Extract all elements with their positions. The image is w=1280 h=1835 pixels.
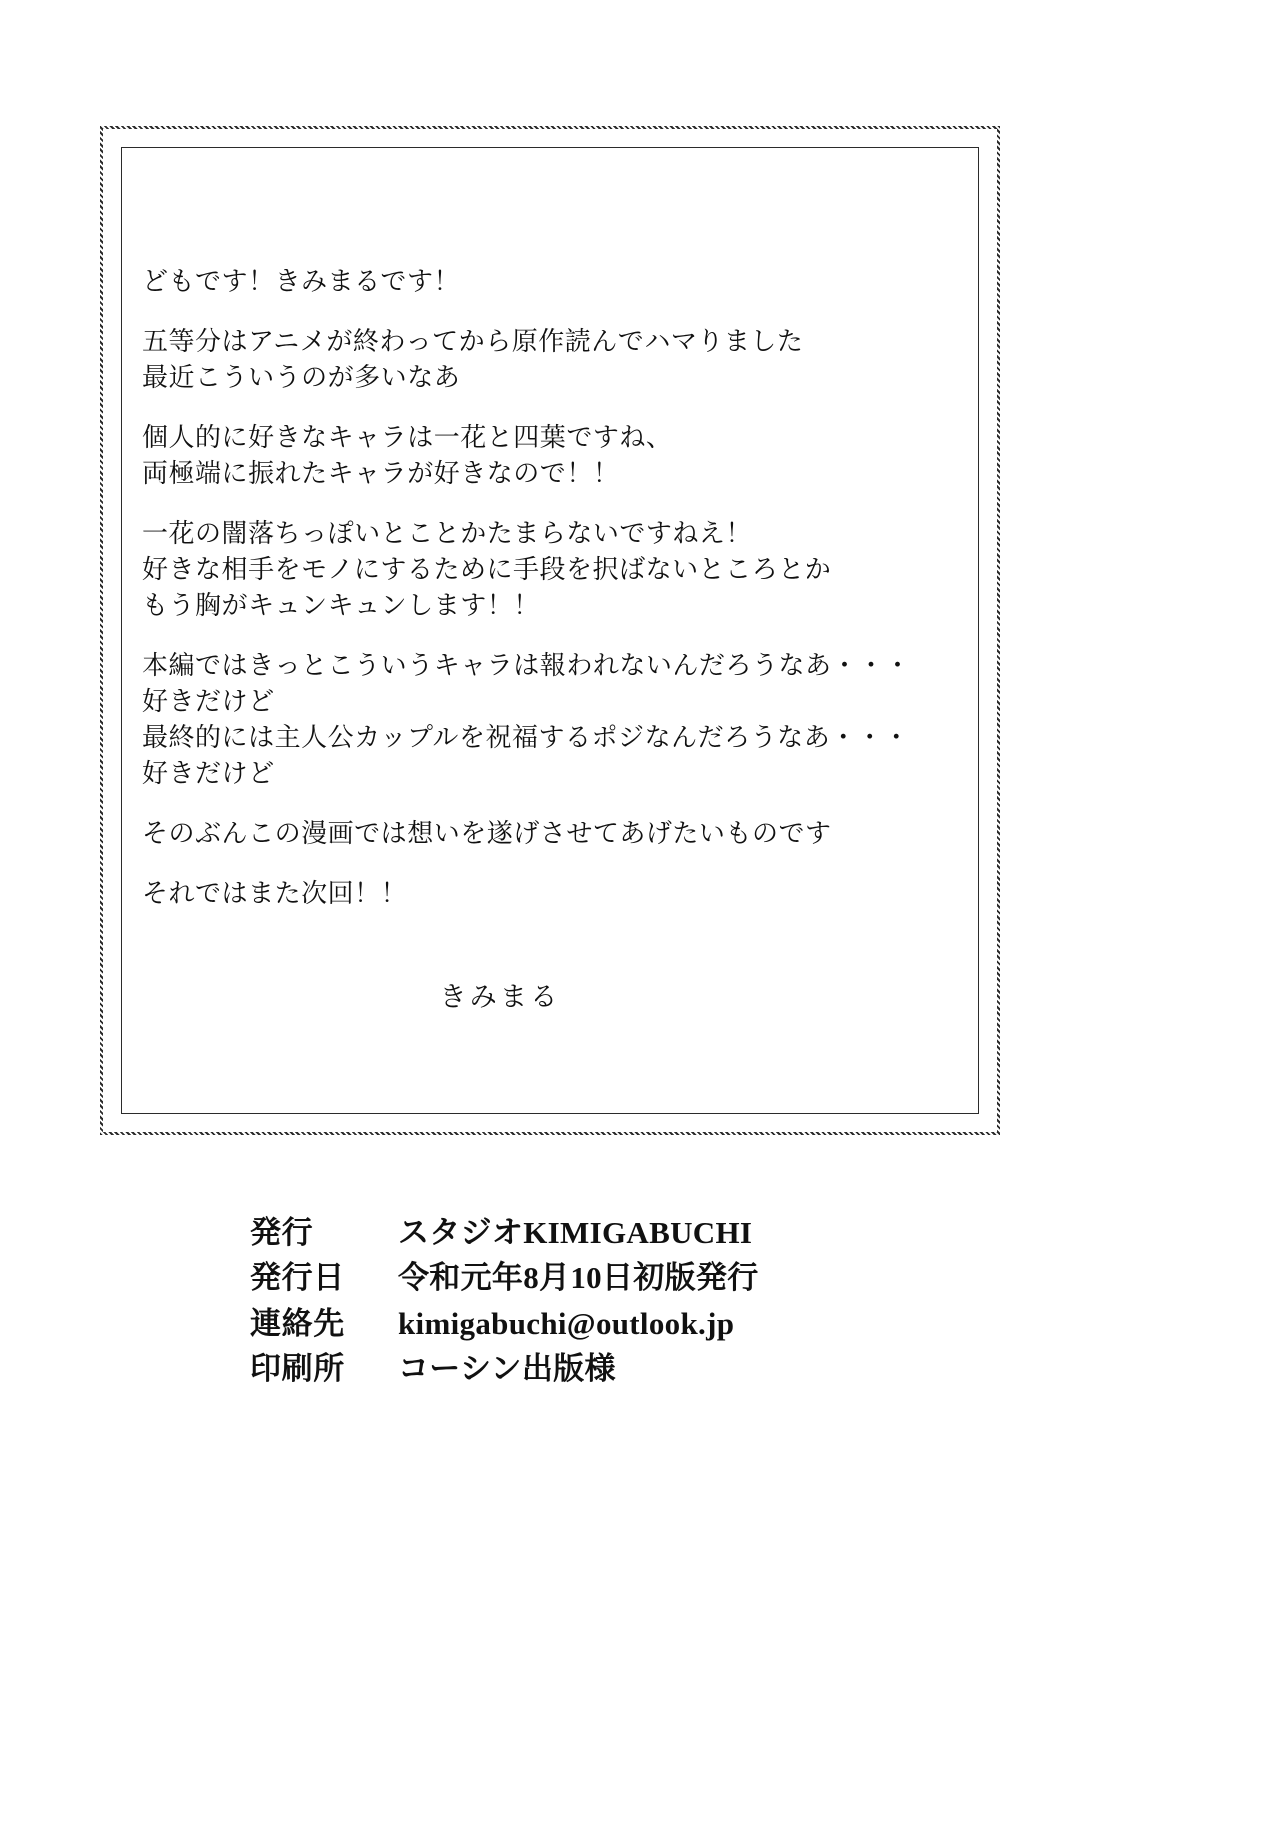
afterword-paragraph (142, 268, 942, 294)
afterword-line: どもです！きみまるです！ (142, 266, 460, 296)
colophon-label: 印刷所 (250, 1350, 345, 1386)
colophon-value: コーシン出版様 (398, 1350, 616, 1386)
afterword-line: 個人的に好きなキャラは一花と四葉ですね、 (142, 422, 673, 452)
afterword-line: 好きだけど (142, 758, 275, 788)
afterword-paragraph (142, 328, 942, 390)
author-signature: きみまる (439, 982, 561, 1012)
afterword-paragraph (142, 424, 942, 486)
afterword-line: 一花の闇落ちっぽいとことかたまらないですねえ！ (142, 518, 752, 548)
afterword-text (142, 268, 942, 940)
afterword-line: それではまた次回！！ (142, 878, 408, 908)
afterword-line: 最近こういうのが多いなあ (142, 362, 461, 392)
colophon-label: 発行日 (250, 1260, 345, 1296)
colophon-row (250, 1346, 759, 1391)
colophon-value: スタジオKIMIGABUCHI (398, 1215, 753, 1250)
afterword-line: 好きだけど (142, 686, 275, 716)
afterword-line: 両極端に振れたキャラが好きなので！！ (142, 458, 620, 488)
afterword-paragraph (142, 820, 942, 846)
colophon (250, 1210, 759, 1391)
afterword-line: もう胸がキュンキュンします！！ (142, 590, 540, 620)
colophon-row (250, 1210, 759, 1255)
afterword-paragraph (142, 520, 942, 618)
afterword-line: 本編ではきっとこういうキャラは報われないんだろうなあ・・・ (142, 650, 912, 680)
afterword-line: そのぶんこの漫画では想いを遂げさせてあげたいものです (142, 818, 832, 848)
afterword-line: 最終的には主人公カップルを祝福するポジなんだろうなあ・・・ (142, 722, 910, 752)
colophon-value: kimigabuchi@outlook.jp (398, 1305, 735, 1341)
colophon-label: 発行 (250, 1215, 314, 1250)
colophon-row (250, 1301, 759, 1346)
colophon-row (250, 1255, 759, 1300)
afterword-paragraph (142, 880, 942, 906)
afterword-line: 五等分はアニメが終わってから原作読んでハマりました (142, 326, 804, 356)
afterword-line: 好きな相手をモノにするために手段を択ばないところとか (142, 554, 832, 584)
colophon-label: 連絡先 (250, 1305, 345, 1341)
afterword-paragraph (142, 652, 942, 786)
colophon-value: 令和元年8月10日初版発行 (398, 1260, 759, 1296)
